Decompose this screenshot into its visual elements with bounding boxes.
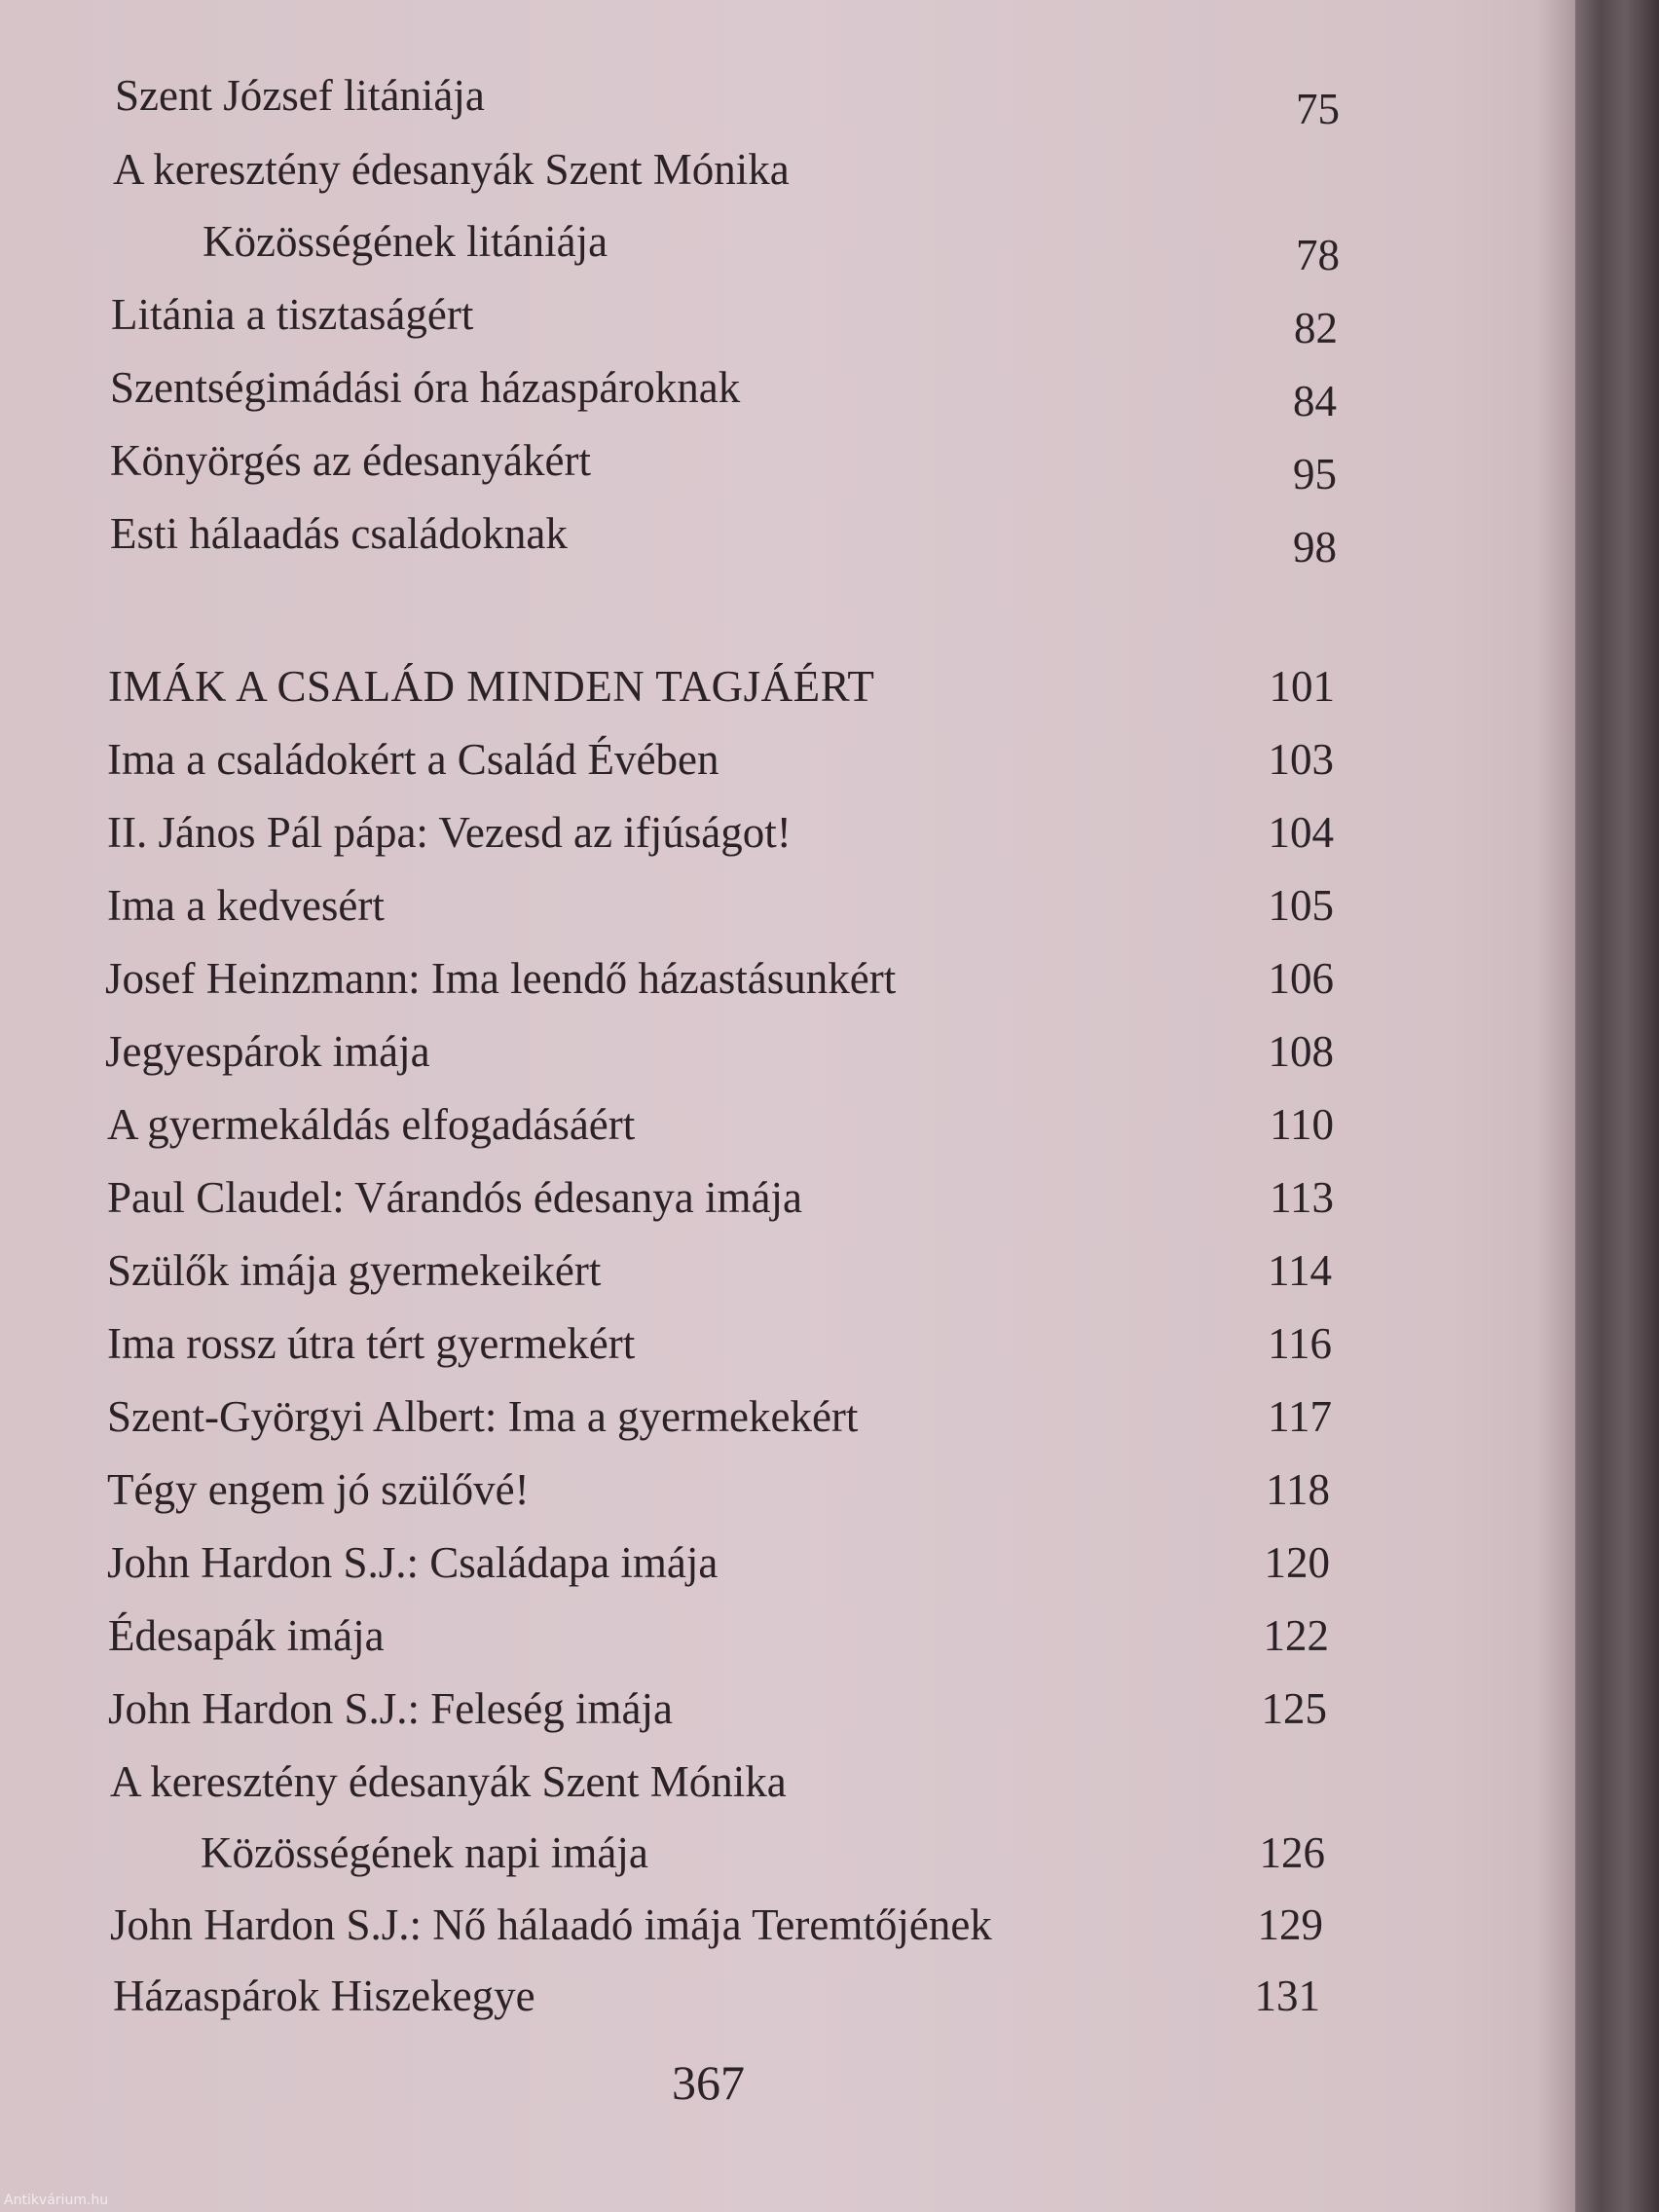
toc-entry (107, 1241, 1332, 1300)
toc-section-heading (108, 657, 1335, 716)
toc-entry-page: 82 (1294, 304, 1338, 352)
toc-entry-title: Közösségének napi imája (201, 1828, 648, 1877)
toc-entry (110, 431, 1337, 498)
toc-entry-page: 122 (1263, 1611, 1329, 1660)
toc-entry-title: Tégy engem jó szülővé! (107, 1465, 530, 1514)
toc-entry (108, 1606, 1329, 1665)
toc-entry (107, 730, 1334, 789)
toc-entry-page: 110 (1270, 1100, 1334, 1149)
toc-entry (113, 140, 1340, 199)
toc-entry (107, 1168, 1334, 1227)
toc-entry-page: 84 (1293, 377, 1337, 425)
toc-entry (107, 1387, 1332, 1446)
toc-entry (110, 358, 1337, 425)
toc-entry-title: Szentségimádási óra házaspároknak (110, 363, 741, 412)
toc-entry-page: 114 (1268, 1246, 1332, 1295)
toc-entry-page: 118 (1266, 1465, 1330, 1514)
toc-entry-page: 103 (1268, 735, 1334, 784)
toc-entry-page: 101 (1269, 662, 1335, 711)
toc-entry-page: 116 (1268, 1319, 1332, 1368)
toc-entry-page: 129 (1257, 1900, 1323, 1949)
toc-entry-title: Josef Heinzmann: Ima leendő házastásunkért (105, 954, 897, 1003)
toc-entry (110, 1752, 1327, 1811)
toc-entry-title: Ima rossz útra tért gyermekért (107, 1319, 636, 1368)
toc-entry (113, 1967, 1320, 2025)
toc-entry-title: Szent József litániája (115, 71, 485, 120)
toc-entry (107, 1314, 1332, 1373)
toc-entry (107, 803, 1334, 862)
toc-entry-page: 98 (1293, 523, 1337, 571)
toc-entry (107, 876, 1334, 935)
toc-entry (107, 1460, 1330, 1519)
toc-entry-page: 126 (1259, 1828, 1325, 1877)
toc-entry (110, 1824, 1325, 1882)
toc-entry-page: 106 (1268, 954, 1334, 1003)
watermark: Antikvárium.hu (4, 2193, 109, 2208)
toc-entry-page: 108 (1268, 1027, 1334, 1076)
toc-entry-title: John Hardon S.J.: Feleség imája (108, 1684, 673, 1733)
toc-entry-title: A keresztény édesanyák Szent Mónika (113, 145, 790, 194)
toc-entry-page: 95 (1293, 450, 1337, 498)
toc-entry (107, 1095, 1334, 1154)
toc-entry-page: 131 (1254, 1972, 1320, 2020)
toc-entry-title: Litánia a tisztaságért (111, 290, 474, 339)
toc-entry-page: 104 (1268, 808, 1334, 857)
toc-entry-title: Paul Claudel: Várandós édesanya imája (107, 1173, 802, 1222)
toc-entry-title: Szülők imája gyermekeikért (107, 1246, 602, 1295)
toc-entry-title: Szent-Györgyi Albert: Ima a gyermekekért (107, 1392, 859, 1441)
toc-entry (105, 1022, 1334, 1081)
toc-entry-page: 125 (1261, 1684, 1327, 1733)
toc-entry-title: A gyermekáldás elfogadásáért (107, 1100, 636, 1149)
page-number: 367 (672, 2055, 745, 2110)
toc-entry-title: John Hardon S.J.: Nő hálaadó imája Teremtőjének (110, 1900, 992, 1949)
toc-entry-title: Ima a kedvesért (107, 881, 385, 930)
toc-entry (110, 1896, 1323, 1954)
toc-entry-title: Esti hálaadás családoknak (110, 509, 568, 558)
toc-section-title: IMÁK A CSALÁD MINDEN TAGJÁÉRT (108, 662, 875, 711)
toc-entry-title: Jegyespárok imája (105, 1027, 430, 1076)
toc-entry-title: Könyörgés az édesanyákért (110, 436, 591, 485)
toc-entry-page: 78 (1296, 231, 1340, 279)
toc-entry (107, 1533, 1330, 1592)
toc-entry-title: II. János Pál pápa: Vezesd az ifjúságot! (107, 808, 792, 857)
toc-entry-page: 117 (1268, 1392, 1332, 1441)
toc-entry (113, 212, 1340, 279)
toc-entry-title: John Hardon S.J.: Családapa imája (107, 1538, 719, 1587)
toc-entry-title: A keresztény édesanyák Szent Mónika (110, 1757, 787, 1806)
toc-entry-page: 105 (1268, 881, 1334, 930)
toc-entry (110, 504, 1337, 571)
toc-entry-page: 75 (1296, 85, 1340, 133)
toc-entry (111, 285, 1338, 352)
toc-entry-title: Édesapák imája (108, 1611, 385, 1660)
toc-entry-page: 113 (1270, 1173, 1334, 1222)
toc-entry-title: Közösségének litániája (203, 217, 608, 266)
toc-entry (108, 1679, 1327, 1738)
toc-entry-title: Házaspárok Hiszekegye (113, 1972, 535, 2020)
toc-entry (115, 66, 1340, 133)
book-spine (1575, 0, 1659, 2212)
toc-entry (105, 949, 1334, 1008)
toc-entry-page: 120 (1264, 1538, 1330, 1587)
toc-entry-title: Ima a családokért a Család Évében (107, 735, 719, 784)
